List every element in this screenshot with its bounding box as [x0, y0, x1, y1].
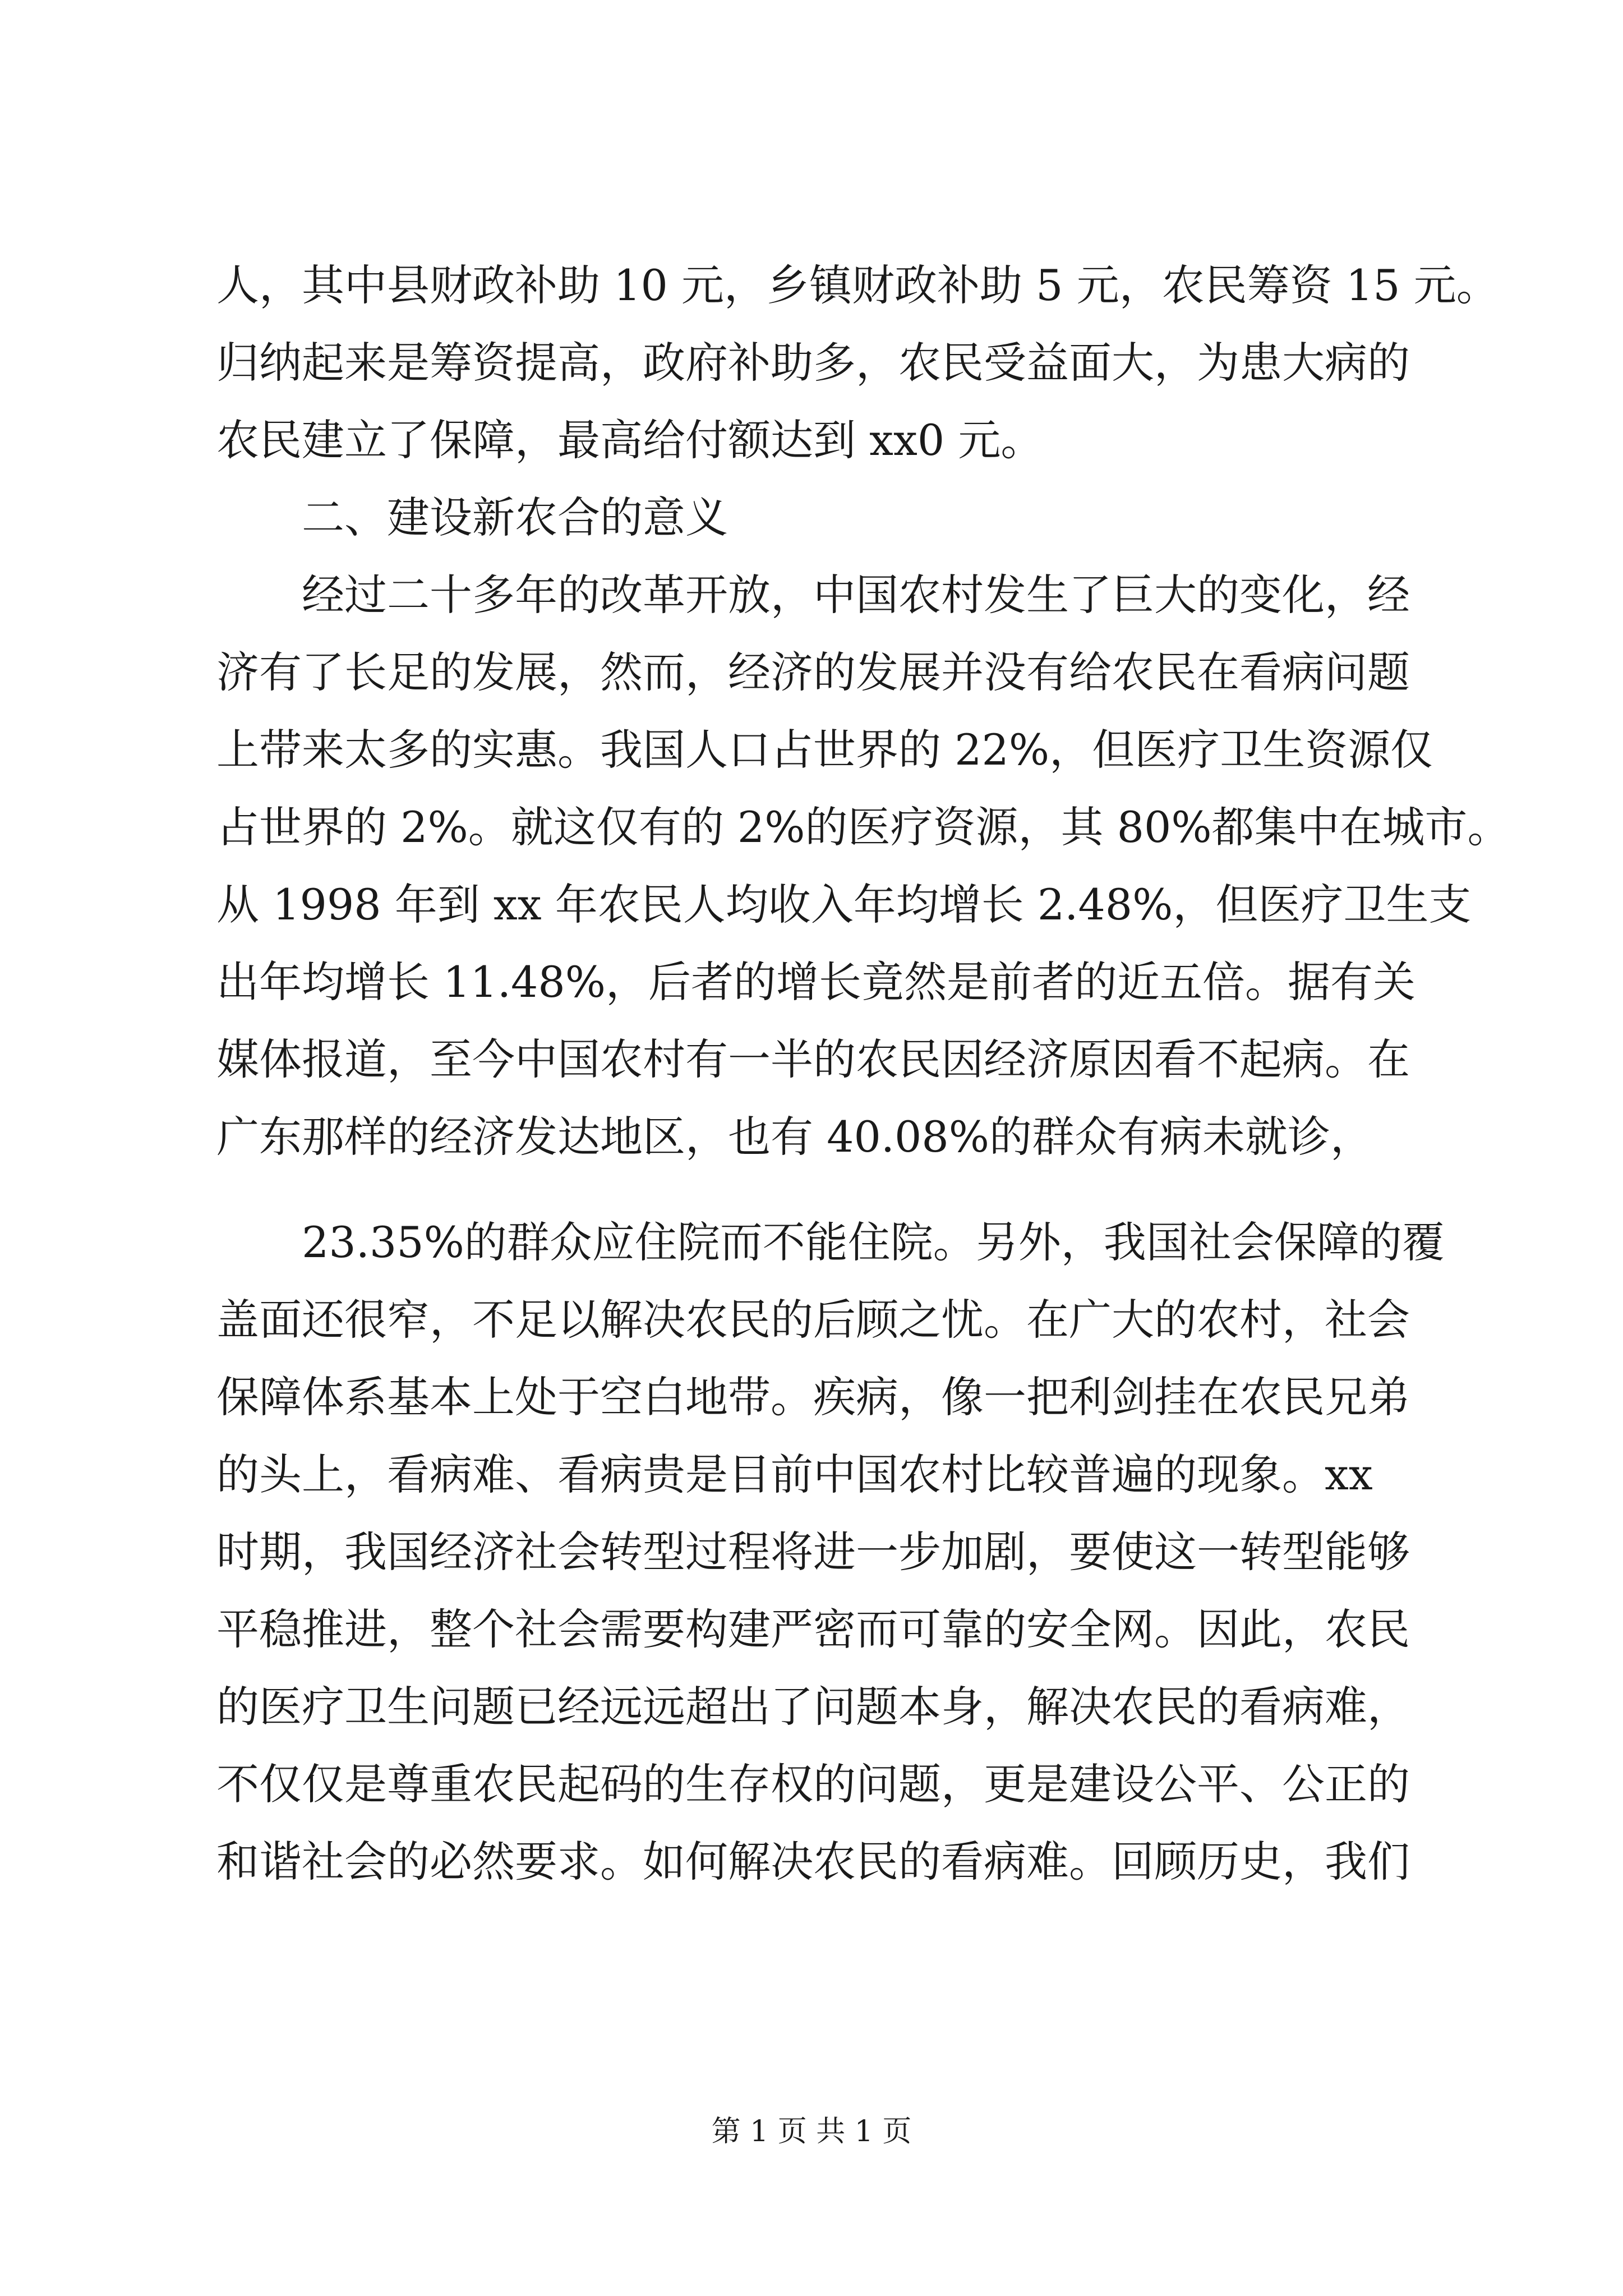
- text-line: 济有了长足的发展，然而，经济的发展并没有给农民在看病问题: [216, 647, 1410, 697]
- text-line: 媒体报道，至今中国农村有一半的农民因经济原因看不起病。在: [216, 1034, 1410, 1084]
- section-heading: 二、建设新农合的意义: [302, 493, 728, 542]
- text-line: 从 1998 年到 xx 年农民人均收入年均增长 2.48%，但医疗卫生支: [216, 880, 1472, 930]
- text-line: 占世界的 2%。就这仅有的 2%的医疗资源，其 80%都集中在城市。: [216, 802, 1510, 852]
- text-line: 归纳起来是筹资提高，政府补助多，农民受益面大，为患大病的: [216, 338, 1410, 388]
- text-line: 23.35%的群众应住院而不能住院。另外，我国社会保障的覆: [302, 1217, 1445, 1267]
- body-text: [216, 247, 1510, 1901]
- text-line: 的医疗卫生问题已经远远超出了问题本身，解决农民的看病难，: [216, 1682, 1410, 1732]
- text-line: 平稳推进，整个社会需要构建严密而可靠的安全网。因此，农民: [216, 1604, 1410, 1654]
- text-line: 农民建立了保障，最高给付额达到 xx0 元。: [216, 415, 1044, 465]
- text-line: 出年均增长 11.48%，后者的增长竟然是前者的近五倍。据有关: [216, 957, 1415, 1007]
- text-line: 的头上，看病难、看病贵是目前中国农村比较普遍的现象。xx: [216, 1450, 1373, 1499]
- text-line: 不仅仅是尊重农民起码的生存权的问题，更是建设公平、公正的: [216, 1759, 1410, 1809]
- page-footer: 第 1 页 共 1 页: [711, 2115, 912, 2148]
- text-line: 广东那样的经济发达地区，也有 40.08%的群众有病未就诊，: [216, 1112, 1373, 1162]
- text-line: 经过二十多年的改革开放，中国农村发生了巨大的变化，经: [302, 570, 1410, 620]
- text-line: 和谐社会的必然要求。如何解决农民的看病难。回顾历史，我们: [216, 1837, 1410, 1887]
- text-line: 上带来太多的实惠。我国人口占世界的 22%，但医疗卫生资源仅: [216, 725, 1433, 775]
- text-line: 人，其中县财政补助 10 元，乡镇财政补助 5 元，农民筹资 15 元。: [216, 260, 1499, 310]
- text-line: 时期，我国经济社会转型过程将进一步加剧，要使这一转型能够: [216, 1527, 1410, 1577]
- text-line: 保障体系基本上处于空白地带。疾病，像一把利剑挂在农民兄弟: [216, 1372, 1410, 1422]
- text-line: 盖面还很窄，不足以解决农民的后顾之忧。在广大的农村，社会: [216, 1295, 1410, 1345]
